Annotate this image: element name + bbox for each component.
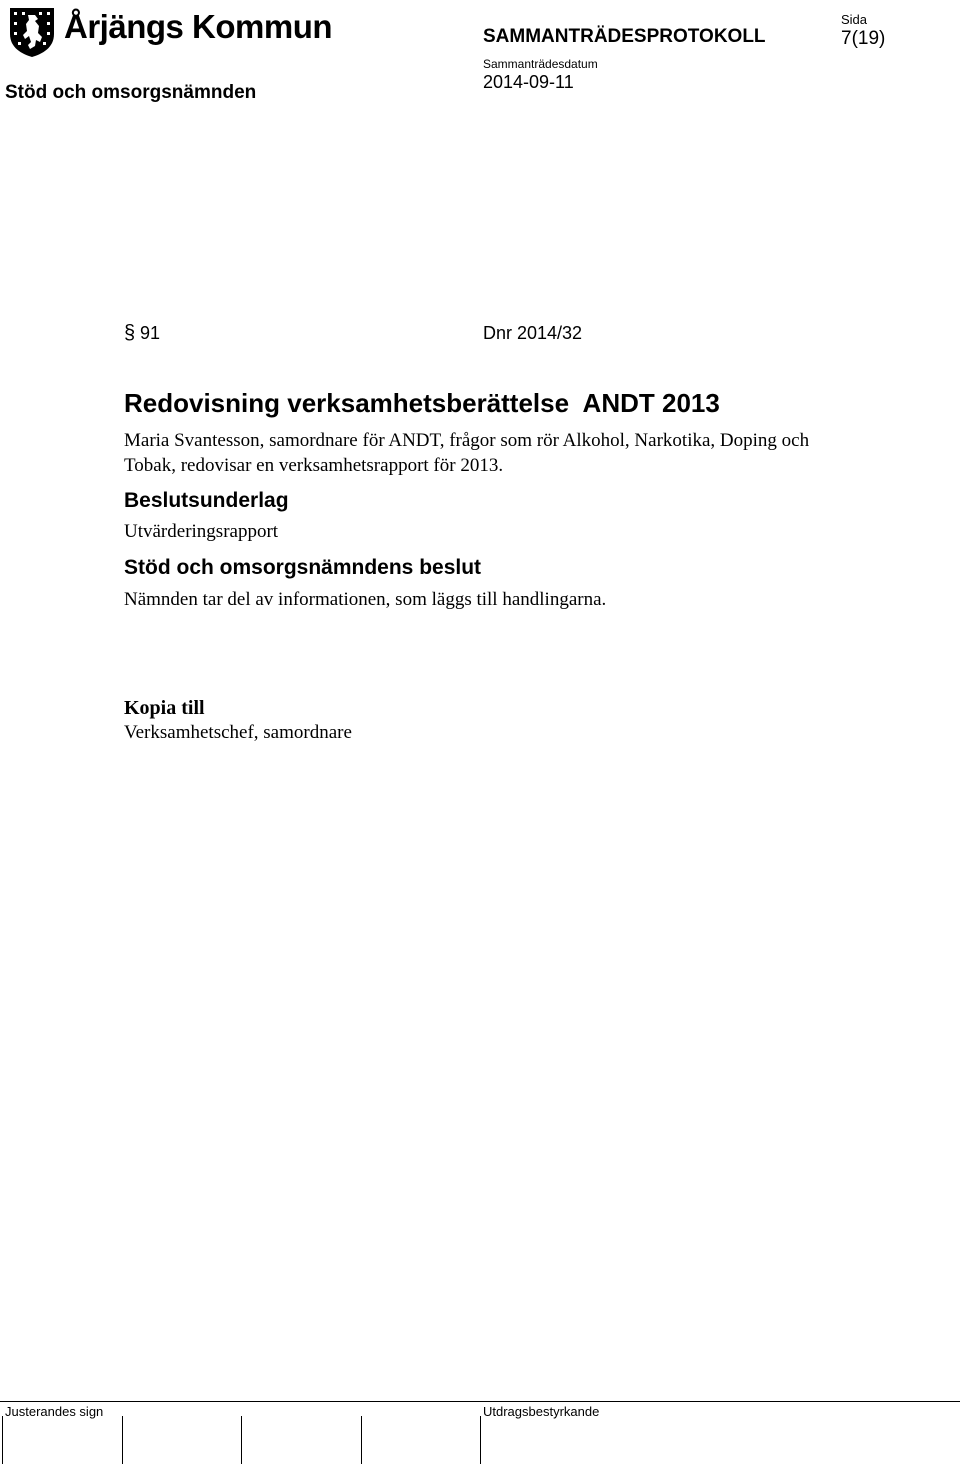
decision-text: Nämnden tar del av informationen, som läggs till handlingarna. — [124, 589, 607, 610]
coat-of-arms-lion-icon — [8, 6, 56, 58]
paragraph-symbol: § — [124, 322, 136, 344]
committee-name: Stöd och omsorgsnämnden — [5, 82, 257, 103]
page-number: 7(19) — [841, 28, 886, 49]
diary-number: Dnr 2014/32 — [483, 323, 583, 343]
decision-basis: Utvärderingsrapport — [124, 521, 279, 542]
page-label: Sida — [841, 12, 868, 27]
decision-basis-heading: Beslutsunderlag — [124, 489, 289, 512]
signature-box-divider — [2, 1416, 3, 1464]
document-type: SAMMANTRÄDESPROTOKOLL — [483, 26, 766, 47]
meeting-date: 2014-09-11 — [483, 72, 574, 92]
item-body: Maria Svantesson, samordnare för ANDT, frågor som rör Alkohol, Narkotika, Doping och Tobak, redovisar en verksamhetsrapport för 2013. — [124, 430, 810, 476]
extract-certification-label: Utdragsbestyrkande — [483, 1404, 600, 1419]
municipality-logo-text: Årjängs Kommun — [64, 8, 333, 45]
footer-divider — [0, 1401, 960, 1402]
signature-box-divider — [122, 1416, 123, 1464]
item-title: Redovisning verksamhetsberättelse ANDT 2013 — [124, 388, 720, 418]
copy-to-heading: Kopia till — [124, 697, 205, 719]
signature-box-divider — [361, 1416, 362, 1464]
adjuster-signature-label: Justerandes sign — [5, 1404, 104, 1419]
signature-box-divider — [241, 1416, 242, 1464]
date-label: Sammanträdesdatum — [483, 57, 598, 71]
decision-heading: Stöd och omsorgsnämndens beslut — [124, 556, 482, 579]
signature-box-divider — [480, 1416, 481, 1464]
paragraph-number: 91 — [140, 323, 161, 343]
copy-to-recipients: Verksamhetschef, samordnare — [124, 722, 352, 743]
